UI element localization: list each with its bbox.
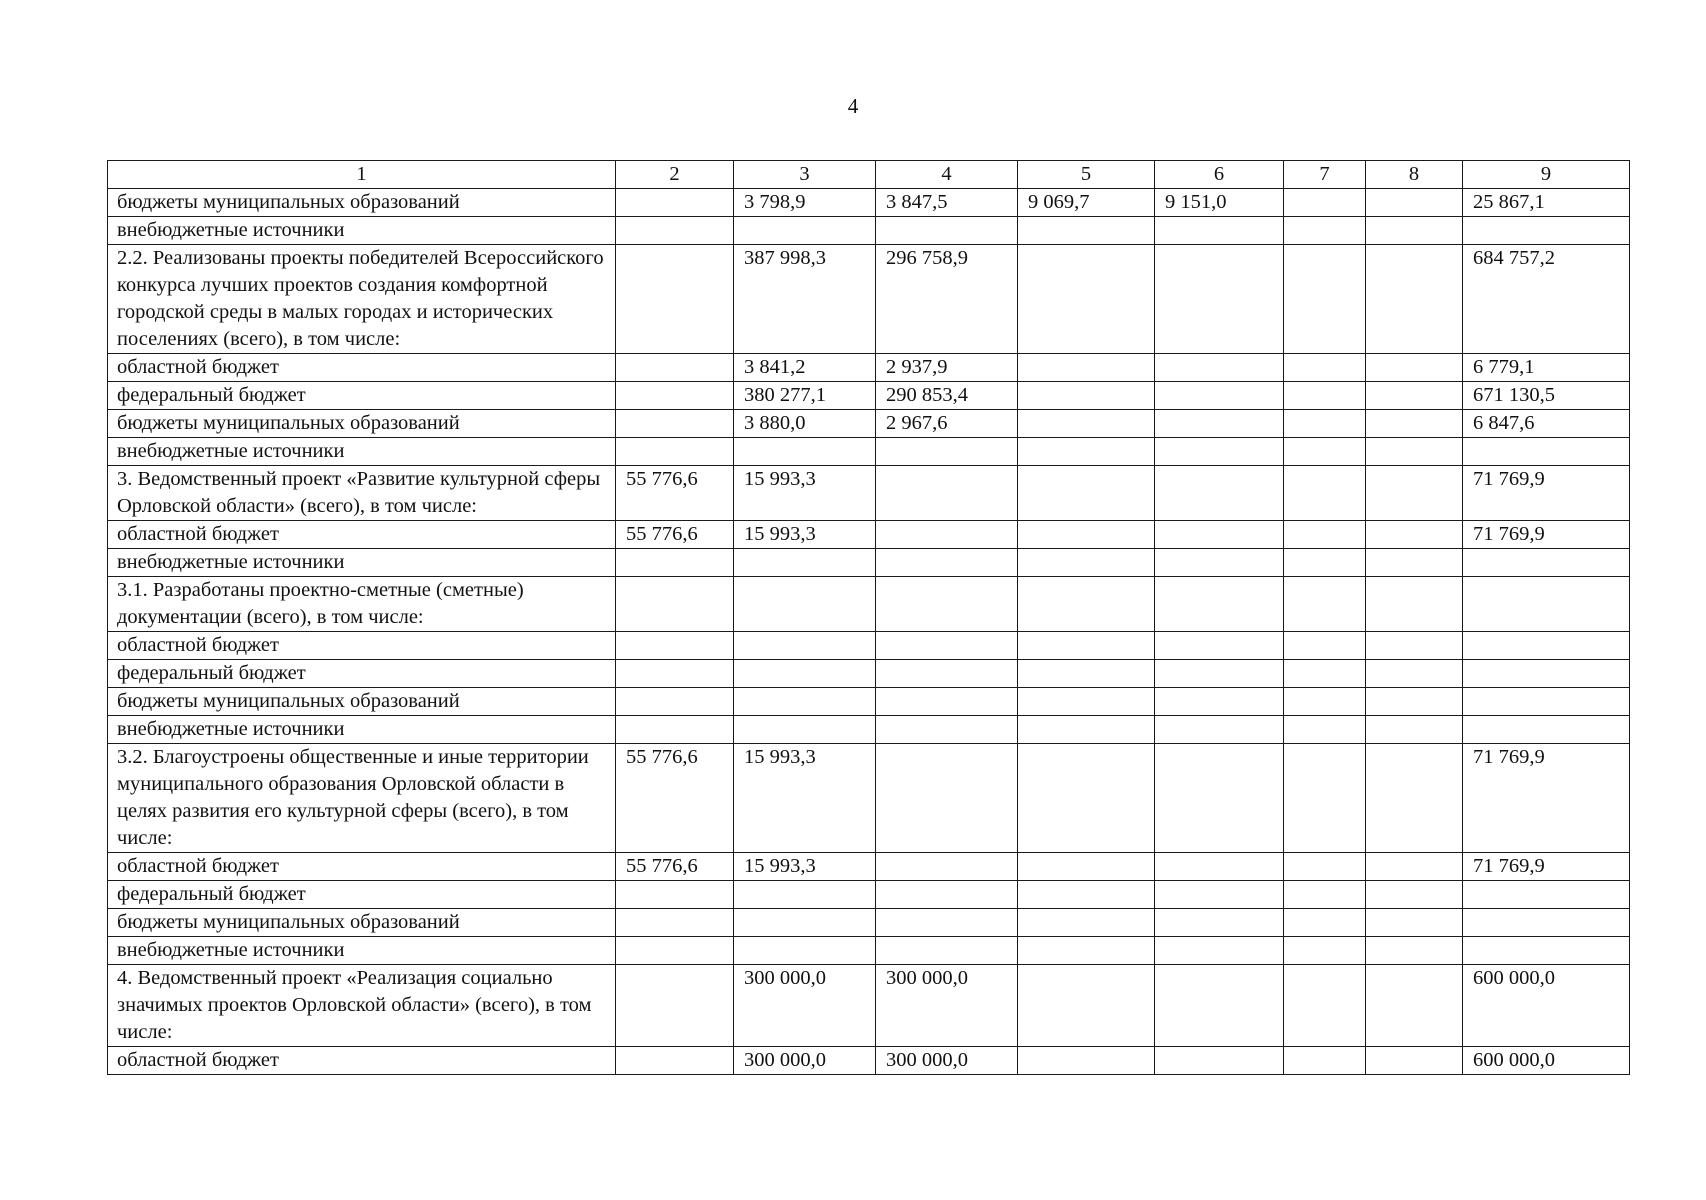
budget-table — [107, 160, 1630, 1075]
cell-value — [1284, 632, 1366, 660]
cell-value — [1155, 853, 1284, 881]
cell-value — [1155, 382, 1284, 410]
cell-value: 296 758,9 — [876, 245, 1018, 354]
cell-value — [1366, 410, 1463, 438]
cell-value — [1018, 549, 1155, 577]
cell-value: 6 847,6 — [1463, 410, 1630, 438]
cell-value — [1366, 937, 1463, 965]
row-label: бюджеты муниципальных образований — [108, 909, 616, 937]
table-row — [108, 549, 1630, 577]
cell-value — [1018, 744, 1155, 853]
cell-value — [1155, 354, 1284, 382]
cell-value — [1463, 660, 1630, 688]
row-label: федеральный бюджет — [108, 382, 616, 410]
cell-value — [616, 937, 734, 965]
page-number: 4 — [847, 94, 859, 118]
table-row — [108, 744, 1630, 853]
cell-value — [1366, 245, 1463, 354]
column-header: 4 — [876, 161, 1018, 189]
cell-value — [1018, 660, 1155, 688]
cell-value — [1155, 521, 1284, 549]
cell-value — [1366, 438, 1463, 466]
cell-value — [1155, 881, 1284, 909]
cell-value — [616, 189, 734, 217]
cell-value: 2 967,6 — [876, 410, 1018, 438]
row-label: внебюджетные источники — [108, 549, 616, 577]
cell-value — [1463, 937, 1630, 965]
cell-value — [1284, 217, 1366, 245]
cell-value — [1284, 937, 1366, 965]
cell-value — [1018, 382, 1155, 410]
cell-value — [876, 521, 1018, 549]
cell-value — [1463, 881, 1630, 909]
column-header: 1 — [108, 161, 616, 189]
cell-value: 387 998,3 — [734, 245, 876, 354]
cell-value — [616, 438, 734, 466]
cell-value — [1155, 688, 1284, 716]
cell-value — [1155, 577, 1284, 632]
cell-value — [734, 438, 876, 466]
row-label: 2.2. Реализованы проекты победителей Всероссийского конкурса лучших проектов создания комфортной городской среды в малых городах и исторических поселениях (всего), в том числе: — [108, 245, 616, 354]
cell-value: 600 000,0 — [1463, 1047, 1630, 1075]
cell-value — [734, 881, 876, 909]
cell-value: 71 769,9 — [1463, 744, 1630, 853]
cell-value — [616, 382, 734, 410]
cell-value: 71 769,9 — [1463, 466, 1630, 521]
table-row — [108, 853, 1630, 881]
row-label: внебюджетные источники — [108, 217, 616, 245]
cell-value: 25 867,1 — [1463, 189, 1630, 217]
cell-value — [1155, 632, 1284, 660]
row-label: областной бюджет — [108, 354, 616, 382]
column-header: 2 — [616, 161, 734, 189]
table-row — [108, 937, 1630, 965]
cell-value — [876, 466, 1018, 521]
cell-value: 9 069,7 — [1018, 189, 1155, 217]
cell-value — [1018, 521, 1155, 549]
cell-value — [1284, 965, 1366, 1047]
cell-value — [1155, 466, 1284, 521]
cell-value — [1018, 688, 1155, 716]
cell-value — [876, 577, 1018, 632]
cell-value — [616, 716, 734, 744]
cell-value — [1018, 1047, 1155, 1075]
cell-value — [1284, 438, 1366, 466]
column-header: 9 — [1463, 161, 1630, 189]
cell-value — [616, 881, 734, 909]
cell-value — [1366, 688, 1463, 716]
cell-value — [1284, 549, 1366, 577]
cell-value — [1284, 521, 1366, 549]
cell-value: 9 151,0 — [1155, 189, 1284, 217]
cell-value — [1284, 382, 1366, 410]
table-row — [108, 716, 1630, 744]
cell-value — [1366, 716, 1463, 744]
cell-value — [734, 937, 876, 965]
cell-value — [1155, 909, 1284, 937]
table-row — [108, 217, 1630, 245]
cell-value: 2 937,9 — [876, 354, 1018, 382]
cell-value — [616, 549, 734, 577]
cell-value — [1366, 382, 1463, 410]
cell-value — [1018, 466, 1155, 521]
table-row — [108, 382, 1630, 410]
table-row — [108, 466, 1630, 521]
cell-value — [1366, 909, 1463, 937]
cell-value: 55 776,6 — [616, 853, 734, 881]
cell-value — [1366, 521, 1463, 549]
cell-value — [876, 744, 1018, 853]
cell-value — [1463, 217, 1630, 245]
cell-value — [616, 909, 734, 937]
table-row — [108, 189, 1630, 217]
row-label: внебюджетные источники — [108, 716, 616, 744]
cell-value: 3 880,0 — [734, 410, 876, 438]
cell-value — [876, 660, 1018, 688]
row-label: 4. Ведомственный проект «Реализация социально значимых проектов Орловской области» (всего), в том числе: — [108, 965, 616, 1047]
cell-value — [1018, 909, 1155, 937]
cell-value — [1018, 245, 1155, 354]
cell-value — [1366, 354, 1463, 382]
cell-value — [1155, 965, 1284, 1047]
cell-value: 290 853,4 — [876, 382, 1018, 410]
row-label: 3.2. Благоустроены общественные и иные территории муниципального образования Орловской области в целях развития его культурной сферы (всего), в том числе: — [108, 744, 616, 853]
cell-value — [1463, 909, 1630, 937]
cell-value — [1366, 1047, 1463, 1075]
row-label: областной бюджет — [108, 1047, 616, 1075]
cell-value — [1018, 410, 1155, 438]
row-label: бюджеты муниципальных образований — [108, 189, 616, 217]
cell-value — [876, 549, 1018, 577]
cell-value — [1284, 1047, 1366, 1075]
cell-value — [1018, 438, 1155, 466]
cell-value — [1018, 716, 1155, 744]
cell-value — [1155, 716, 1284, 744]
cell-value: 300 000,0 — [876, 1047, 1018, 1075]
cell-value: 3 798,9 — [734, 189, 876, 217]
table-row — [108, 245, 1630, 354]
cell-value — [616, 965, 734, 1047]
column-header: 7 — [1284, 161, 1366, 189]
cell-value — [876, 716, 1018, 744]
cell-value — [1018, 881, 1155, 909]
cell-value — [734, 688, 876, 716]
table-row — [108, 410, 1630, 438]
cell-value: 15 993,3 — [734, 466, 876, 521]
cell-value — [1366, 632, 1463, 660]
cell-value — [1018, 354, 1155, 382]
cell-value — [876, 937, 1018, 965]
cell-value — [1018, 965, 1155, 1047]
cell-value — [1463, 632, 1630, 660]
cell-value — [1366, 217, 1463, 245]
row-label: внебюджетные источники — [108, 937, 616, 965]
table-row — [108, 577, 1630, 632]
cell-value — [1366, 549, 1463, 577]
cell-value: 300 000,0 — [876, 965, 1018, 1047]
cell-value — [734, 909, 876, 937]
cell-value — [1284, 744, 1366, 853]
cell-value — [1155, 744, 1284, 853]
cell-value: 3 841,2 — [734, 354, 876, 382]
cell-value — [1463, 549, 1630, 577]
cell-value — [876, 438, 1018, 466]
cell-value — [876, 217, 1018, 245]
cell-value — [616, 632, 734, 660]
cell-value — [616, 245, 734, 354]
table-row — [108, 688, 1630, 716]
cell-value: 71 769,9 — [1463, 853, 1630, 881]
cell-value — [1284, 577, 1366, 632]
cell-value — [876, 632, 1018, 660]
cell-value — [1366, 660, 1463, 688]
cell-value — [1463, 716, 1630, 744]
table-body — [108, 189, 1630, 1075]
cell-value — [1284, 881, 1366, 909]
cell-value — [1284, 853, 1366, 881]
cell-value — [616, 354, 734, 382]
row-label: бюджеты муниципальных образований — [108, 410, 616, 438]
cell-value — [1366, 965, 1463, 1047]
cell-value: 15 993,3 — [734, 853, 876, 881]
cell-value: 684 757,2 — [1463, 245, 1630, 354]
column-header: 3 — [734, 161, 876, 189]
row-label: федеральный бюджет — [108, 660, 616, 688]
cell-value — [734, 716, 876, 744]
cell-value — [876, 853, 1018, 881]
cell-value — [734, 660, 876, 688]
cell-value: 6 779,1 — [1463, 354, 1630, 382]
row-label: внебюджетные источники — [108, 438, 616, 466]
cell-value: 3 847,5 — [876, 189, 1018, 217]
column-header: 6 — [1155, 161, 1284, 189]
table-row — [108, 965, 1630, 1047]
cell-value — [616, 410, 734, 438]
column-header: 8 — [1366, 161, 1463, 189]
table-row — [108, 1047, 1630, 1075]
cell-value — [1155, 549, 1284, 577]
cell-value — [1155, 660, 1284, 688]
cell-value: 380 277,1 — [734, 382, 876, 410]
cell-value: 55 776,6 — [616, 744, 734, 853]
cell-value: 55 776,6 — [616, 466, 734, 521]
cell-value — [734, 217, 876, 245]
cell-value — [616, 688, 734, 716]
row-label: федеральный бюджет — [108, 881, 616, 909]
cell-value: 600 000,0 — [1463, 965, 1630, 1047]
cell-value: 671 130,5 — [1463, 382, 1630, 410]
cell-value — [1463, 577, 1630, 632]
cell-value: 71 769,9 — [1463, 521, 1630, 549]
cell-value — [1284, 189, 1366, 217]
cell-value — [616, 660, 734, 688]
cell-value: 15 993,3 — [734, 744, 876, 853]
row-label: 3. Ведомственный проект «Развитие культурной сферы Орловской области» (всего), в том числе: — [108, 466, 616, 521]
column-header: 5 — [1018, 161, 1155, 189]
cell-value — [1366, 744, 1463, 853]
table-row — [108, 881, 1630, 909]
cell-value — [1366, 466, 1463, 521]
table-row — [108, 521, 1630, 549]
cell-value — [1284, 354, 1366, 382]
cell-value — [1284, 688, 1366, 716]
cell-value — [1463, 688, 1630, 716]
cell-value — [616, 1047, 734, 1075]
cell-value: 55 776,6 — [616, 521, 734, 549]
cell-value — [1284, 909, 1366, 937]
cell-value: 300 000,0 — [734, 965, 876, 1047]
table-row — [108, 354, 1630, 382]
row-label: бюджеты муниципальных образований — [108, 688, 616, 716]
cell-value — [1366, 577, 1463, 632]
row-label: областной бюджет — [108, 521, 616, 549]
cell-value: 15 993,3 — [734, 521, 876, 549]
cell-value — [1284, 716, 1366, 744]
table-row — [108, 438, 1630, 466]
cell-value — [876, 688, 1018, 716]
table-row — [108, 909, 1630, 937]
cell-value — [734, 549, 876, 577]
cell-value — [1018, 217, 1155, 245]
cell-value — [616, 577, 734, 632]
cell-value — [616, 217, 734, 245]
column-number-row — [108, 161, 1630, 189]
table-row — [108, 632, 1630, 660]
cell-value — [1366, 189, 1463, 217]
cell-value — [734, 632, 876, 660]
row-label: 3.1. Разработаны проектно-сметные (сметные) документации (всего), в том числе: — [108, 577, 616, 632]
cell-value — [1155, 1047, 1284, 1075]
cell-value — [1284, 410, 1366, 438]
cell-value — [734, 577, 876, 632]
cell-value — [876, 909, 1018, 937]
row-label: областной бюджет — [108, 853, 616, 881]
cell-value — [1284, 660, 1366, 688]
cell-value — [1155, 245, 1284, 354]
cell-value — [1155, 937, 1284, 965]
cell-value — [1155, 410, 1284, 438]
row-label: областной бюджет — [108, 632, 616, 660]
cell-value — [1155, 438, 1284, 466]
cell-value — [1284, 466, 1366, 521]
cell-value — [1018, 577, 1155, 632]
cell-value — [876, 881, 1018, 909]
table-row — [108, 660, 1630, 688]
cell-value — [1018, 632, 1155, 660]
cell-value — [1018, 853, 1155, 881]
cell-value — [1284, 245, 1366, 354]
cell-value: 300 000,0 — [734, 1047, 876, 1075]
cell-value — [1463, 438, 1630, 466]
cell-value — [1366, 881, 1463, 909]
cell-value — [1366, 853, 1463, 881]
cell-value — [1155, 217, 1284, 245]
cell-value — [1018, 937, 1155, 965]
